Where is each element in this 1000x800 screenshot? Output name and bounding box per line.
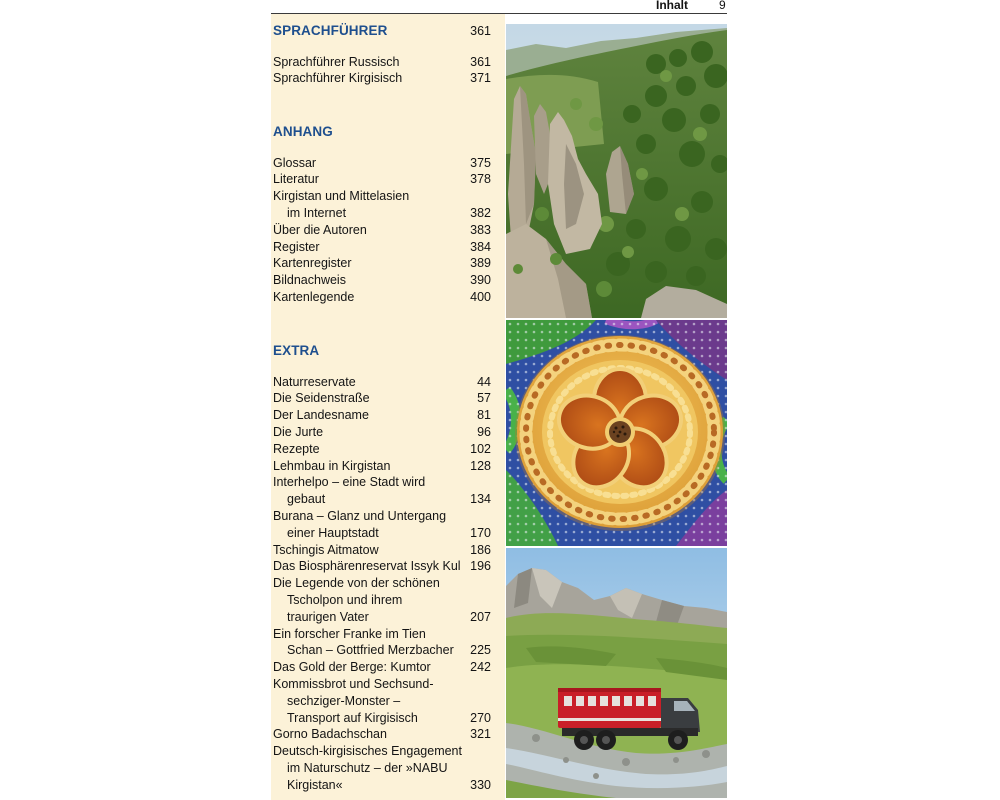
entry-page-number: 81: [477, 408, 491, 423]
entry-page-number: 134: [470, 492, 491, 507]
toc-entry: [273, 474, 491, 508]
toc-entry: [273, 743, 491, 793]
entry-page-number: 383: [470, 222, 491, 237]
photo-red-truck: [506, 548, 727, 798]
photo-mountain-rocks: [506, 24, 727, 318]
toc-entry: [273, 272, 491, 289]
entry-page-number: 44: [477, 374, 491, 389]
toc-entry: [273, 542, 491, 559]
toc-entry: [273, 239, 491, 256]
entry-title: Deutsch-kirgisisches Engagement: [273, 744, 462, 759]
entry-title-continuation: gebaut: [287, 492, 326, 507]
toc-entry: [273, 155, 491, 172]
entry-list: [273, 374, 491, 794]
toc-entry: [273, 508, 491, 542]
entry-title-continuation: sechziger-Monster –: [287, 693, 401, 708]
toc-entry: [273, 289, 491, 306]
running-header-label: Inhalt: [656, 0, 688, 12]
entry-title-continuation: Tscholpon und ihrem: [287, 592, 403, 607]
toc-entry: [273, 255, 491, 272]
section-heading-row: [273, 342, 491, 360]
entry-title: Kirgistan und Mittelasien: [273, 189, 410, 204]
entry-title: Rezepte: [273, 441, 320, 456]
entry-title: Bildnachweis: [273, 273, 346, 288]
toc-entry: [273, 575, 491, 625]
toc-entry: [273, 390, 491, 407]
entry-page-number: 390: [470, 273, 491, 288]
toc-entry: [273, 374, 491, 391]
toc-entry: [273, 171, 491, 188]
entry-title: Kommissbrot und Sechsund-: [273, 676, 434, 691]
entry-title: Gorno Badachschan: [273, 727, 387, 742]
entry-page-number: 330: [470, 777, 491, 792]
entry-page-number: 186: [470, 542, 491, 557]
entry-page-number: 57: [477, 391, 491, 406]
section-anhang: [273, 123, 491, 306]
entry-title-continuation: im Internet: [287, 205, 347, 220]
entry-page-number: 378: [470, 172, 491, 187]
toc-entry: [273, 626, 491, 660]
section-heading: SPRACHFÜHRER: [273, 23, 388, 38]
header-rule: [271, 13, 727, 14]
entry-page-number: 375: [470, 155, 491, 170]
entry-title: Register: [273, 239, 320, 254]
entry-title-continuation: im Naturschutz – der »NABU: [287, 760, 448, 775]
entry-title: Burana – Glanz und Untergang: [273, 508, 447, 523]
entry-page-number: 389: [470, 256, 491, 271]
entry-title: Sprachführer Kirgisisch: [273, 71, 403, 86]
toc-entry: [273, 222, 491, 239]
section-extra: [273, 342, 491, 794]
toc-entry: [273, 458, 491, 475]
entry-page-number: 400: [470, 289, 491, 304]
entry-title: Naturreservate: [273, 374, 356, 389]
page-number: 9: [719, 0, 726, 12]
section-page-number: 361: [470, 24, 491, 38]
entry-page-number: 382: [470, 205, 491, 220]
entry-title: Die Seidenstraße: [273, 391, 370, 406]
toc-entry: [273, 54, 491, 71]
entry-page-number: 170: [470, 525, 491, 540]
entry-title: Tschingis Aitmatow: [273, 542, 379, 557]
entry-title: Kartenlegende: [273, 289, 355, 304]
section-heading-row: [273, 22, 491, 40]
entry-title: Die Jurte: [273, 424, 324, 439]
entry-page-number: 321: [470, 727, 491, 742]
entry-page-number: 102: [470, 441, 491, 456]
entry-title-continuation: traurigen Vater: [287, 609, 369, 624]
entry-title: Der Landesname: [273, 408, 369, 423]
entry-title: Literatur: [273, 172, 319, 187]
entry-title: Über die Autoren: [273, 222, 367, 237]
section-heading: ANHANG: [273, 124, 333, 139]
entry-page-number: 242: [470, 660, 491, 675]
toc-entry: [273, 424, 491, 441]
entry-page-number: 270: [470, 710, 491, 725]
toc-entry: [273, 441, 491, 458]
section-heading-row: [273, 123, 491, 141]
toc-entry: [273, 676, 491, 726]
entry-page-number: 225: [470, 643, 491, 658]
toc-entry: [273, 659, 491, 676]
entry-list: [273, 54, 491, 88]
entry-page-number: 96: [477, 424, 491, 439]
section-sprachfuehrer: [273, 22, 491, 87]
entry-title: Interhelpo – eine Stadt wird: [273, 475, 426, 490]
photo-bread: [506, 320, 727, 546]
entry-title-continuation: Kirgistan«: [287, 777, 343, 792]
toc-entry: [273, 407, 491, 424]
entry-list: [273, 155, 491, 306]
entry-title: Das Biosphärenreservat Issyk Kul: [273, 559, 461, 574]
entry-title: Das Gold der Berge: Kumtor: [273, 660, 431, 675]
entry-title: Ein forscher Franke im Tien: [273, 626, 426, 641]
toc-entry: [273, 188, 491, 222]
entry-page-number: 361: [470, 54, 491, 69]
entry-title: Die Legende von der schönen: [273, 576, 440, 591]
entry-title-continuation: Schan – Gottfried Merzbacher: [287, 643, 454, 658]
entry-page-number: 196: [470, 559, 491, 574]
section-heading: EXTRA: [273, 343, 320, 358]
entry-page-number: 371: [470, 71, 491, 86]
entry-title-continuation: Transport auf Kirgisisch: [287, 710, 418, 725]
entry-title: Glossar: [273, 155, 317, 170]
toc-entry: [273, 558, 491, 575]
toc-entry: [273, 726, 491, 743]
entry-title: Kartenregister: [273, 256, 352, 271]
entry-title: Lehmbau in Kirgistan: [273, 458, 391, 473]
entry-page-number: 207: [470, 609, 491, 624]
entry-title: Sprachführer Russisch: [273, 54, 400, 69]
toc-entry: [273, 70, 491, 87]
entry-title-continuation: einer Hauptstadt: [287, 525, 379, 540]
entry-page-number: 384: [470, 239, 491, 254]
entry-page-number: 128: [470, 458, 491, 473]
